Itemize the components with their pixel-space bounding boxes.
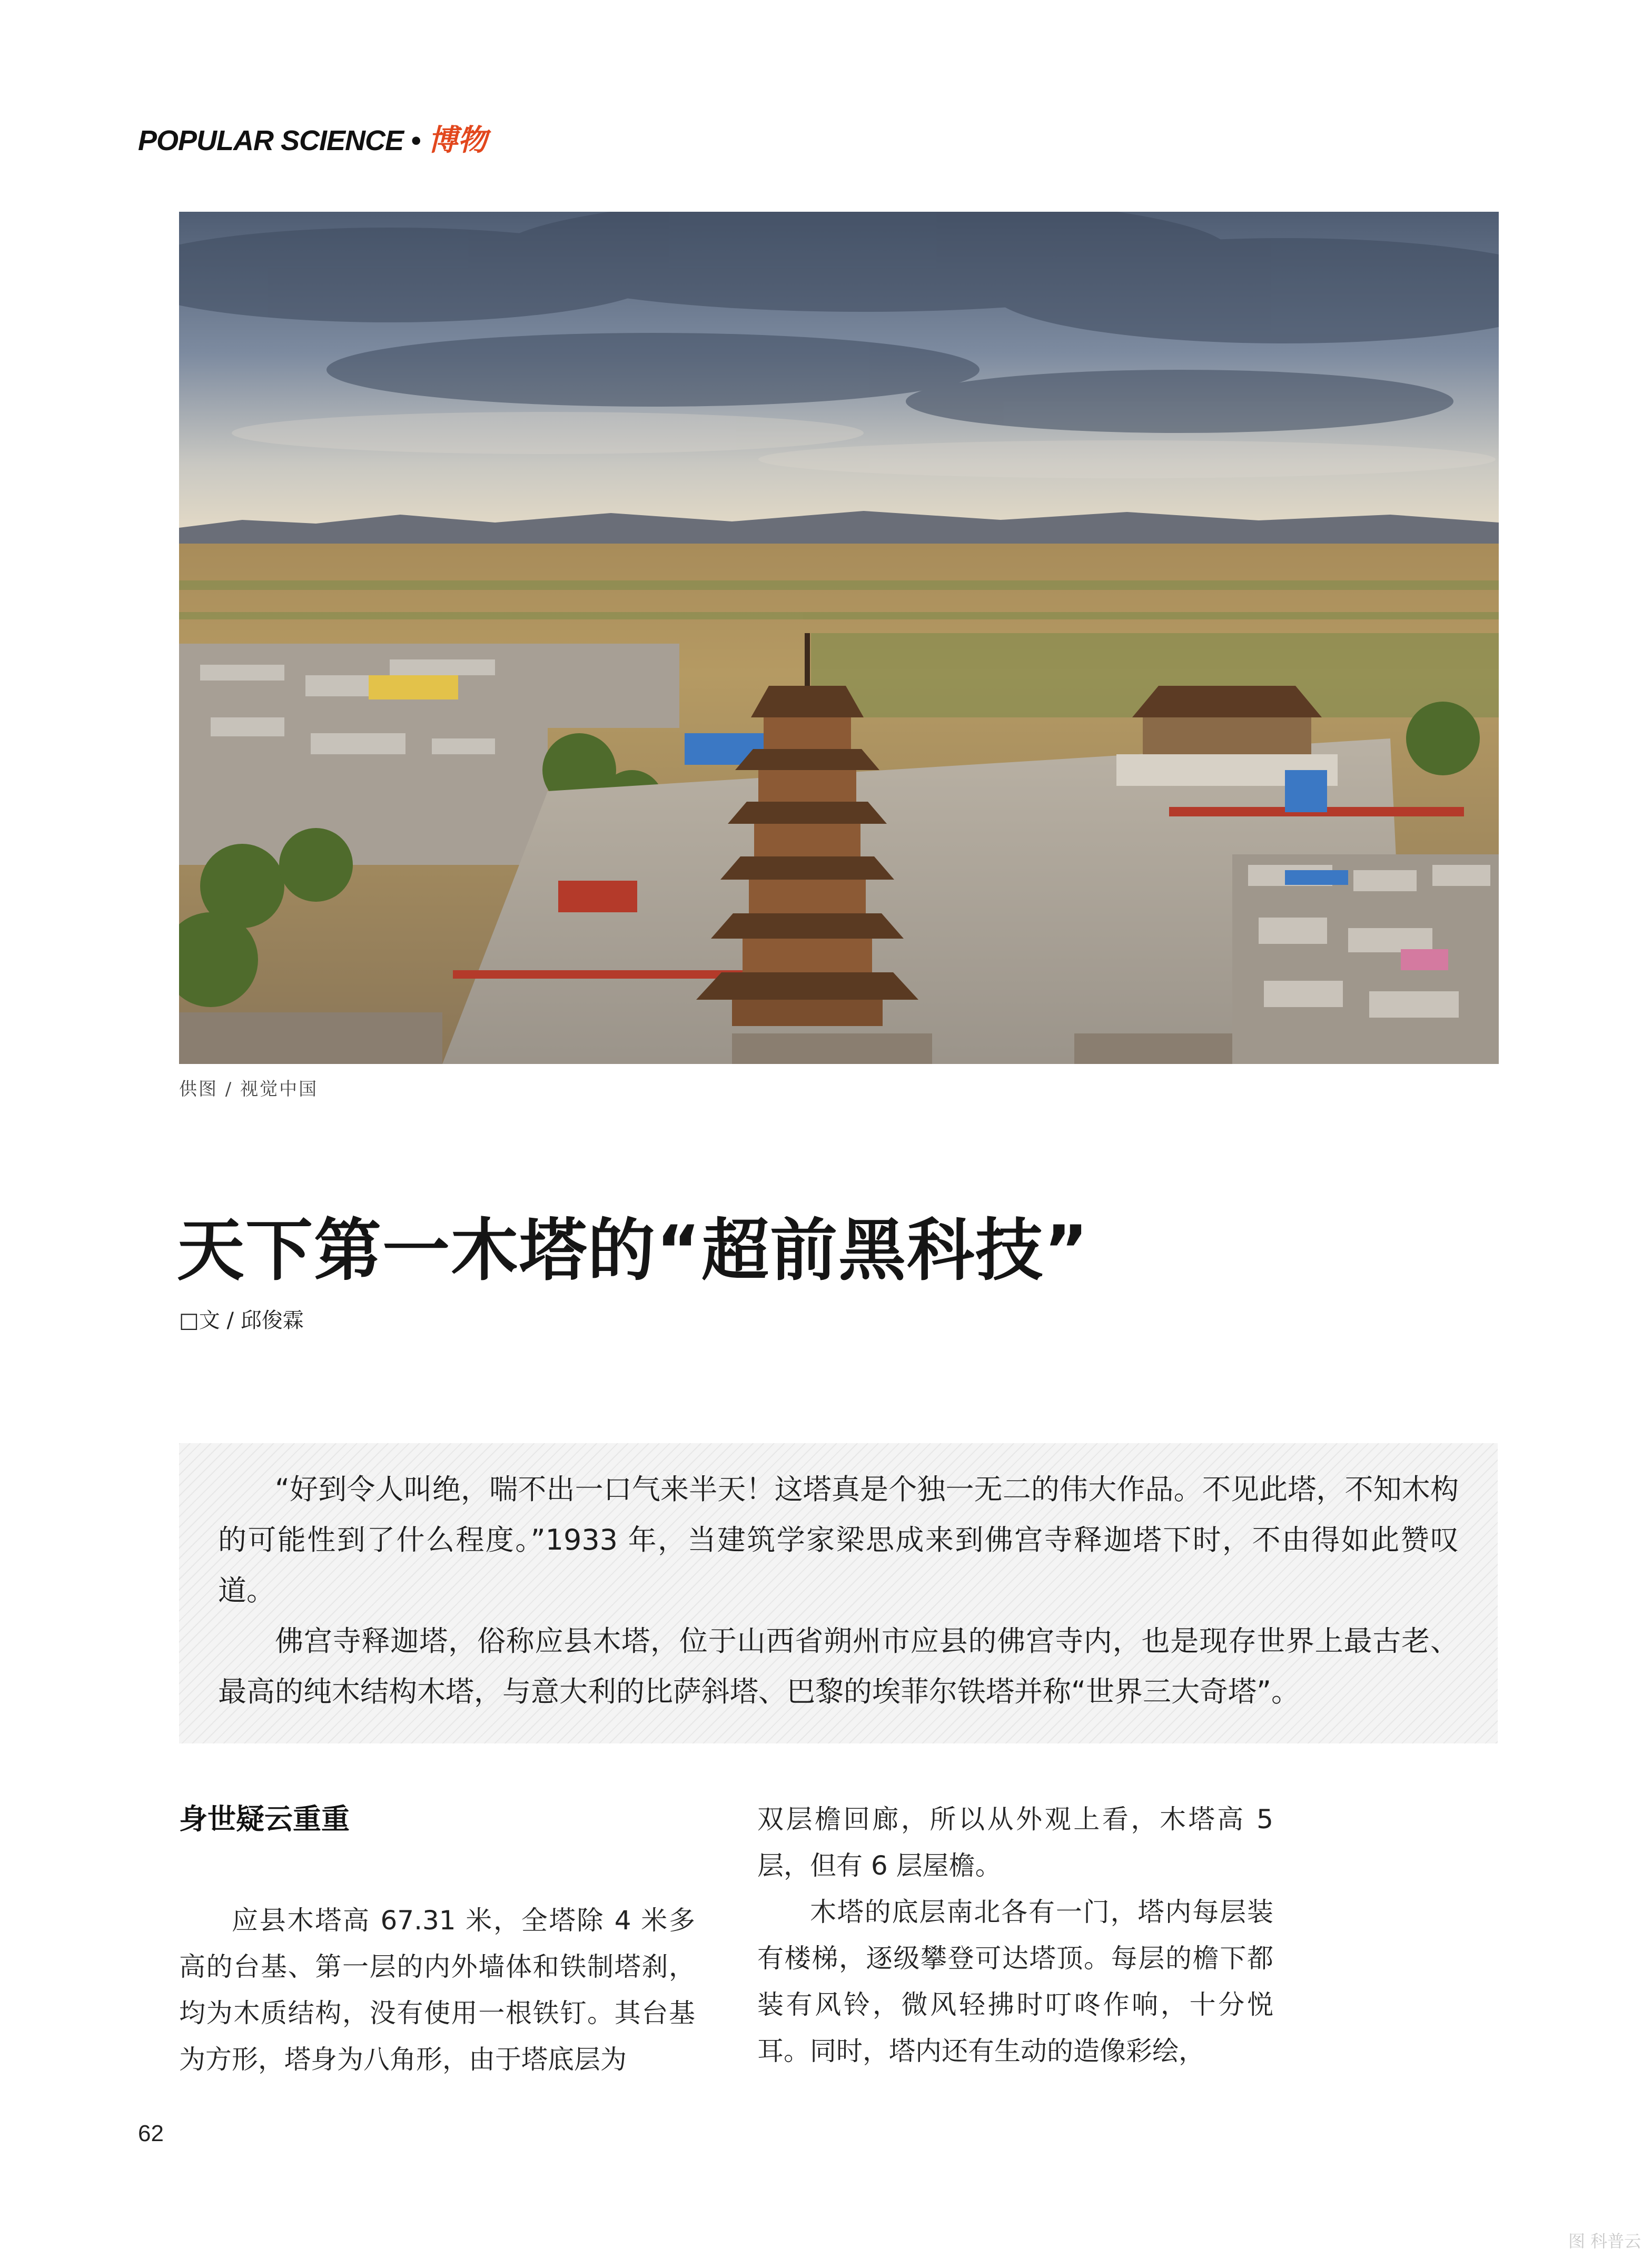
intro-paragraph-2: 佛宫寺释迦塔，俗称应县木塔，位于山西省朔州市应县的佛宫寺内，也是现存世界上最古老、最高的纯木结构木塔，与意大利的比萨斜塔、巴黎的埃菲尔铁塔并称“世界三大奇塔”。 xyxy=(218,1624,1459,1708)
section-name: 博物 xyxy=(428,123,487,157)
photo-credit: 供图 / 视觉中国 xyxy=(179,1079,319,1100)
section-heading: 身世疑云重重 xyxy=(179,1802,350,1836)
pagoda-aerial-illustration xyxy=(179,212,1499,1064)
magazine-name: POPULAR SCIENCE xyxy=(138,125,404,156)
magazine-header xyxy=(138,122,487,159)
article-byline: □文 / 邱俊霖 xyxy=(179,1308,304,1333)
body-column-right xyxy=(757,1796,1273,2074)
body-column-left xyxy=(179,1796,695,2083)
article-title: 天下第一木塔的“超前黑科技” xyxy=(177,1211,1090,1290)
intro-paragraph-1: “好到令人叫绝，喘不出一口气来半天！这塔真是个独一无二的伟大作品。不见此塔，不知木构的可能性到了什么程度。”1933 年，当建筑学家梁思成来到佛宫寺释迦塔下时，不由得如此赞叹道。 xyxy=(218,1473,1459,1607)
body-paragraph-continued: 双层檐回廊，所以从外观上看，木塔高 5 层，但有 6 层屋檐。 xyxy=(757,1804,1273,1881)
body-paragraph: 应县木塔高 67.31 米，全塔除 4 米多高的台基、第一层的内外墙体和铁制塔刹，均为木质结构，没有使用一根铁钉。其台基为方形，塔身为八角形，由于塔底层为 xyxy=(179,1905,695,2075)
intro-box xyxy=(179,1443,1498,1743)
aerial-photo xyxy=(179,212,1499,1064)
body-paragraph: 木塔的底层南北各有一门，塔内每层装有楼梯，逐级攀登可达塔顶。每层的檐下都装有风铃，微风轻拂时叮咚作响，十分悦耳。同时，塔内还有生动的造像彩绘， xyxy=(757,1897,1273,2066)
page-number: 62 xyxy=(138,2121,164,2146)
header-separator: • xyxy=(411,125,421,156)
watermark: 图 科普云 xyxy=(1568,2231,1641,2251)
